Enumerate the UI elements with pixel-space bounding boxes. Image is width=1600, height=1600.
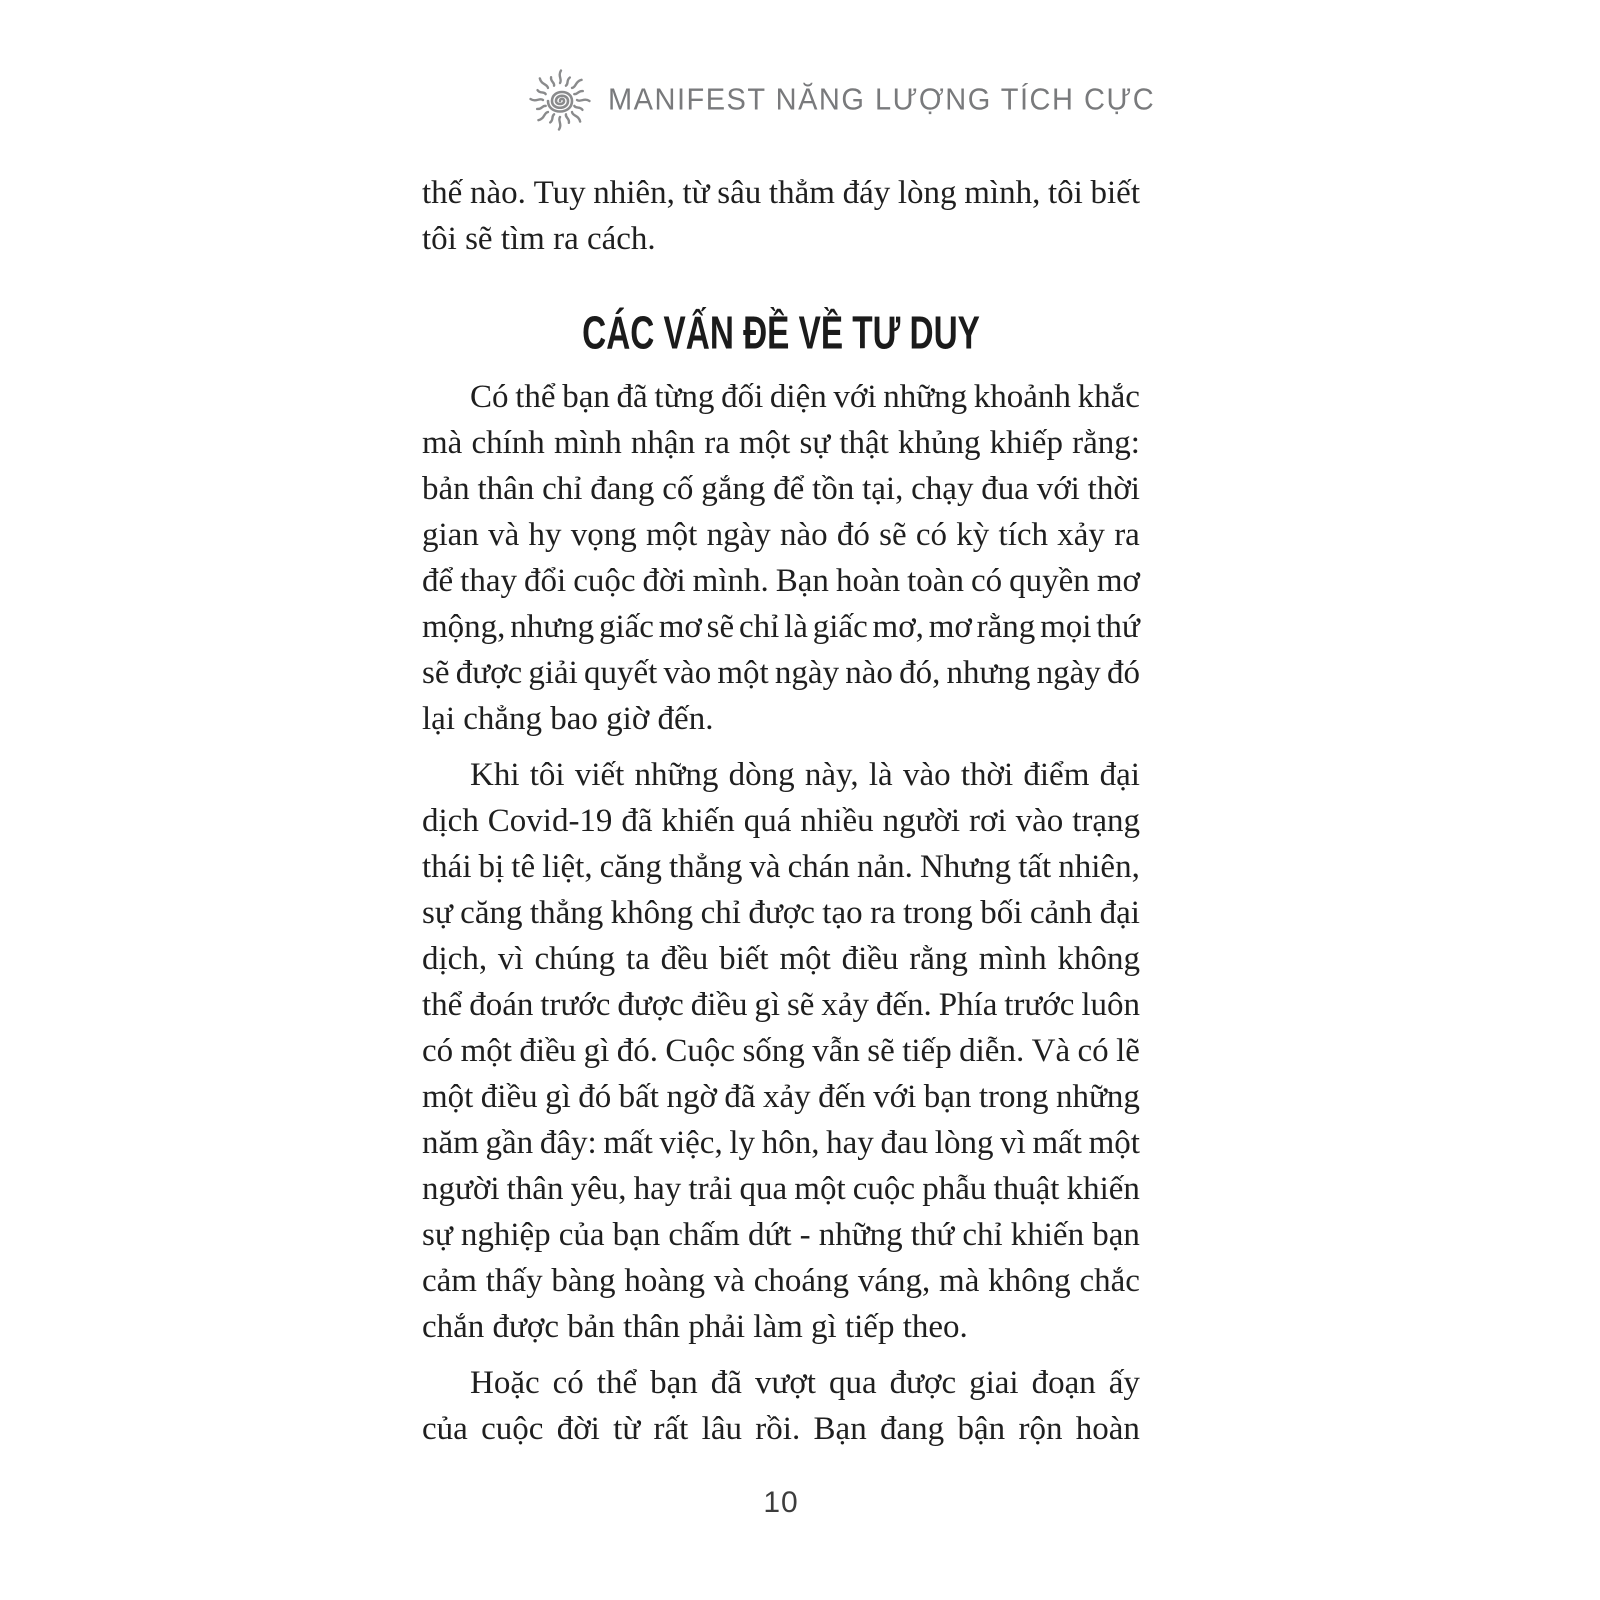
- text-line: tôi sẽ tìm ra cách.: [422, 221, 656, 257]
- paragraph: [422, 1360, 1140, 1452]
- text-line: Có thể bạn đã từng đối diện với những khoảnh khắc: [470, 379, 1140, 415]
- text-line: sẽ được giải quyết vào một ngày nào đó, nhưng ngày đó: [422, 655, 1140, 691]
- section-heading: CÁC VẤN ĐỀ VỀ TƯ DUY: [582, 306, 980, 359]
- text-line: của cuộc đời từ rất lâu rồi. Bạn đang bận rộn hoàn: [422, 1411, 1140, 1447]
- text-line: bản thân chỉ đang cố gắng để tồn tại, chạy đua với thời: [422, 471, 1140, 507]
- text-line: để thay đổi cuộc đời mình. Bạn hoàn toàn có quyền mơ: [422, 563, 1140, 599]
- text-line: một điều gì đó bất ngờ đã xảy đến với bạn trong những: [422, 1079, 1140, 1115]
- running-header: [528, 68, 1155, 132]
- text-line: mà chính mình nhận ra một sự thật khủng khiếp rằng:: [422, 425, 1140, 461]
- page-number: 10: [763, 1486, 799, 1519]
- text-line: người thân yêu, hay trải qua một cuộc phẫu thuật khiến: [422, 1171, 1140, 1207]
- text-line: thái bị tê liệt, căng thẳng và chán nản. Nhưng tất nhiên,: [422, 849, 1140, 885]
- text-line: gian và hy vọng một ngày nào đó sẽ có kỳ tích xảy ra: [422, 517, 1140, 553]
- text-line: Khi tôi viết những dòng này, là vào thời điểm đại: [470, 757, 1140, 793]
- paragraph: [422, 170, 1140, 262]
- text-line: sự căng thẳng không chỉ được tạo ra trong bối cảnh đại: [422, 895, 1140, 931]
- text-line: thế nào. Tuy nhiên, từ sâu thẳm đáy lòng mình, tôi biết: [422, 175, 1140, 211]
- paragraph: [422, 374, 1140, 742]
- text-line: cảm thấy bàng hoàng và choáng váng, mà không chắc: [422, 1263, 1140, 1299]
- text-line: có một điều gì đó. Cuộc sống vẫn sẽ tiếp diễn. Và có lẽ: [422, 1033, 1140, 1069]
- text-line: thể đoán trước được điều gì sẽ xảy đến. Phía trước luôn: [422, 987, 1140, 1023]
- text-line: năm gần đây: mất việc, ly hôn, hay đau lòng vì mất một: [422, 1125, 1140, 1161]
- text-line: lại chẳng bao giờ đến.: [422, 701, 714, 737]
- text-line: dịch, vì chúng ta đều biết một điều rằng mình không: [422, 941, 1140, 977]
- text-line: dịch Covid-19 đã khiến quá nhiều người rơi vào trạng: [422, 803, 1140, 839]
- paragraph: [422, 752, 1140, 1350]
- text-line: mộng, nhưng giấc mơ sẽ chỉ là giấc mơ, mơ rằng mọi thứ: [422, 609, 1140, 645]
- body-text: [422, 170, 1140, 1452]
- sun-spiral-icon: [528, 68, 592, 132]
- running-header-title: MANIFEST NĂNG LƯỢNG TÍCH CỰC: [608, 82, 1156, 117]
- text-line: Hoặc có thể bạn đã vượt qua được giai đoạn ấy: [470, 1365, 1140, 1401]
- text-line: sự nghiệp của bạn chấm dứt - những thứ chỉ khiến bạn: [422, 1217, 1140, 1253]
- text-line: chắn được bản thân phải làm gì tiếp theo.: [422, 1309, 968, 1345]
